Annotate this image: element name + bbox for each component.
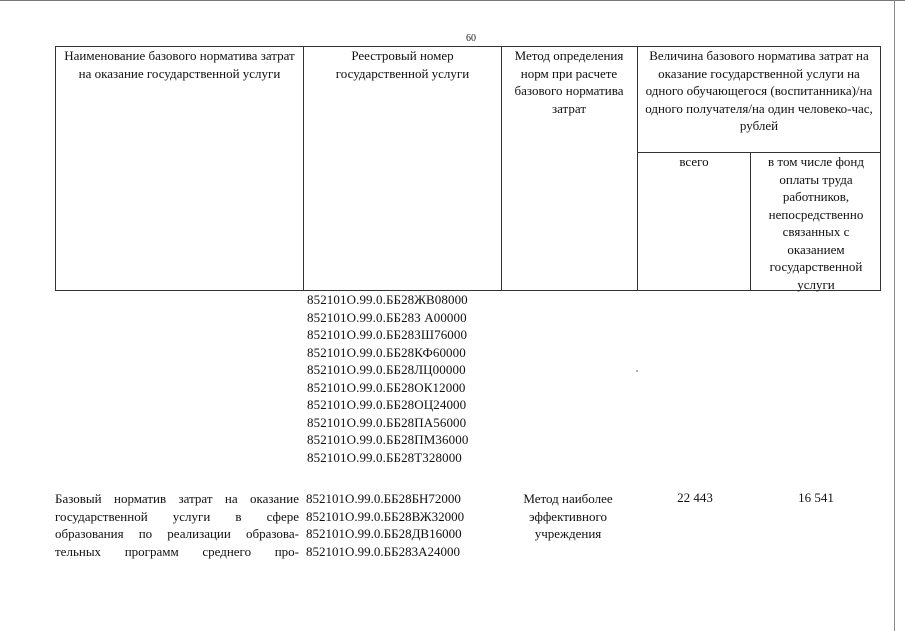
header-cell-registry-number: Реестровый номер государственной услуги xyxy=(335,48,470,81)
registry-code: 852101О.99.0.ББ28КФ60000 xyxy=(307,344,466,360)
registry-code: 852101О.99.0.ББ28Т328000 xyxy=(307,449,462,465)
table-left-border xyxy=(55,46,56,291)
page-top-edge xyxy=(0,0,905,1)
registry-code: 852101О.99.0.ББ28БН72000 xyxy=(306,491,461,506)
header-cell-method: Метод определения норм при расчете базового норматива затрат xyxy=(514,48,624,116)
method-line: учреждения xyxy=(534,526,602,541)
description-line: образования по реализации образова- xyxy=(55,526,299,541)
registry-code: 852101О.99.0.ББ28ПА56000 xyxy=(307,414,467,430)
table-right-border xyxy=(880,46,881,291)
header-cell-wage-fund: в том числе фонд оплаты труда работников, непосредственно связанных с оказанием государственной услуги xyxy=(768,154,864,292)
page-right-edge xyxy=(894,0,895,631)
registry-codes-list xyxy=(307,291,468,466)
registry-code: 852101О.99.0.ББ28З А00000 xyxy=(307,309,467,325)
method-line: эффективного xyxy=(529,508,607,524)
norm-description xyxy=(55,490,299,560)
registry-code: 852101О.99.0.ББ28ОЦ24000 xyxy=(307,397,467,412)
col-divider-3 xyxy=(637,46,638,291)
col-divider-4 xyxy=(750,152,751,291)
registry-code: 852101О.99.0.ББ28ОК12000 xyxy=(307,379,466,395)
value-total: 22 443 xyxy=(677,490,713,505)
value-wage-fund: 16 541 xyxy=(798,490,834,505)
registry-code: 852101О.99.0.ББ28ДВ16000 xyxy=(306,526,462,541)
page-number: 60 xyxy=(466,33,476,44)
col-divider-1 xyxy=(303,46,304,291)
registry-code: 852101О.99.0.ББ28ПМ36000 xyxy=(307,432,469,447)
registry-code: 852101О.99.0.ББ28ЗШ76000 xyxy=(307,327,468,342)
method-line: Метод наиболее xyxy=(523,491,613,506)
row-registry-codes xyxy=(306,490,464,560)
registry-code: 852101О.99.0.ББ28ВЖ32000 xyxy=(306,508,465,524)
header-cell-name: Наименование базового норматива затрат на оказание государственной услуги xyxy=(64,48,295,81)
description-line: Базовый норматив затрат на оказание xyxy=(55,491,299,506)
registry-code: 852101О.99.0.ББ283А24000 xyxy=(306,543,460,559)
registry-code: 852101О.99.0.ББ28ЛЦ00000 xyxy=(307,362,466,377)
method-cell xyxy=(503,490,633,543)
registry-code: 852101О.99.0.ББ28ЖВ08000 xyxy=(307,292,468,307)
scan-speck xyxy=(636,370,638,372)
col-divider-2 xyxy=(501,46,502,291)
description-line: государственной услуги в сфере xyxy=(55,508,299,524)
header-cell-value: Величина базового норматива затрат на оказание государственной услуги на одного обучающегося (воспитанника)/на одного получателя/на один человеко-час, рублей xyxy=(645,48,873,133)
header-cell-total: всего xyxy=(679,154,709,169)
description-line: тельных программ среднего про- xyxy=(55,543,299,559)
